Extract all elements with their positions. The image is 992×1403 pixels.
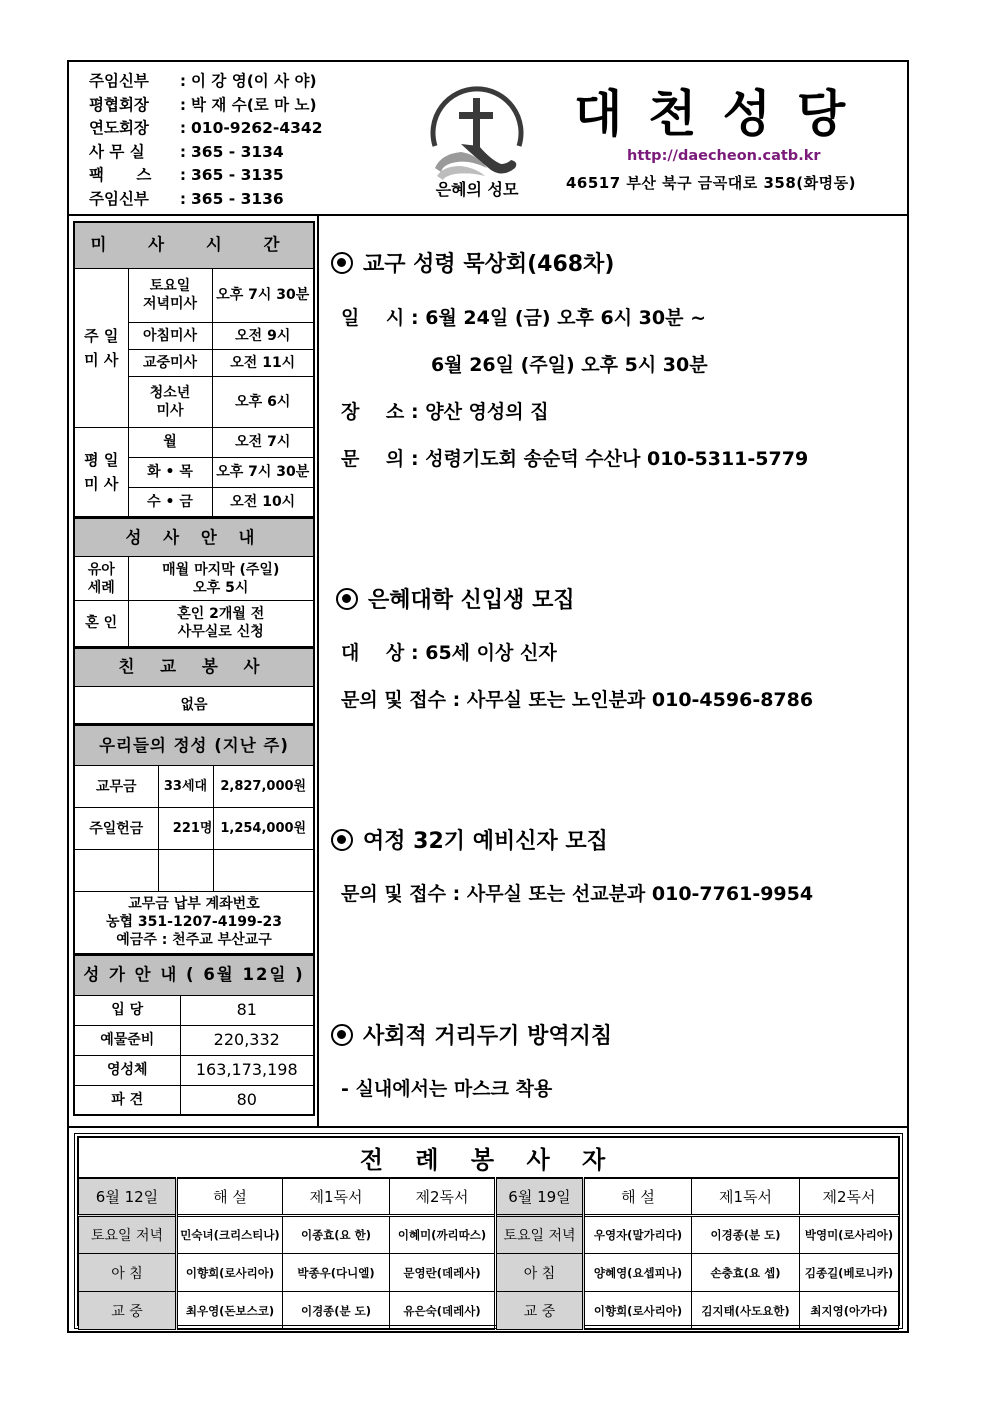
line-label: 문의 및 접수: [341, 689, 446, 711]
server-name: 최우영(돈보스코): [177, 1292, 283, 1330]
mass-label: 교 중: [496, 1292, 584, 1330]
group-label-line: 미 사: [84, 350, 119, 369]
notice-line: [341, 444, 808, 471]
account-line: 농협 351-1207-4199-23: [106, 914, 282, 931]
account-line: 예금주 : 천주교 부산교구: [116, 932, 272, 949]
server-name: 민숙녀(크리스티나): [177, 1216, 283, 1254]
mass-times-table: [73, 221, 315, 518]
offering-count: [158, 850, 213, 892]
contact-list: [89, 70, 323, 211]
sacrament-label: 혼 인: [74, 601, 128, 647]
hymn-table: [73, 955, 315, 1117]
week-date: 6월 19일: [496, 1178, 584, 1216]
bulletin-page: [67, 60, 909, 1333]
line-text: 양산 영성의 집: [425, 401, 549, 423]
notice-line: [341, 638, 557, 665]
notice-line: [341, 685, 813, 712]
bullet-icon: [331, 1024, 353, 1046]
mass-label: 토요일 저녁: [496, 1216, 584, 1254]
mass-name-line: 미사: [156, 402, 184, 419]
server-name: 양혜영(요셉피나): [584, 1254, 692, 1292]
hymn-label: 영성체: [74, 1055, 180, 1085]
line-text: 65세 이상 신자: [425, 642, 557, 664]
mass-name-line: 저녁미사: [142, 296, 198, 312]
notice-title-text: 사회적 거리두기 방역지침: [363, 1024, 613, 1049]
notice-title-text: 여정 32기 예비신자 모집: [363, 829, 608, 854]
line-label: 문의 및 접수: [341, 883, 446, 905]
contact-label: 평협회장: [89, 95, 149, 114]
fellowship-value: 없음: [74, 686, 314, 724]
line-separator: :: [411, 448, 419, 470]
offering-count: 33세대: [158, 766, 213, 808]
contact-value: 이 강 영(이 사 야): [191, 72, 317, 90]
sacraments-table: [73, 518, 315, 648]
label-line: 유아: [87, 561, 115, 578]
bullet-icon: [331, 829, 353, 851]
server-name: 최지영(아가다): [800, 1292, 899, 1330]
notice-title-text: 교구 성령 묵상회(468차): [363, 252, 615, 277]
line-separator: :: [411, 401, 419, 423]
server-name: 김지태(사도요한): [692, 1292, 800, 1330]
sidebar: [73, 221, 315, 1116]
line-separator: :: [411, 307, 419, 329]
offering-amount: 2,827,000원: [213, 766, 314, 808]
column-header: 해 설: [177, 1178, 283, 1216]
value-line: 매월 마지막 (주일): [162, 561, 280, 578]
server-name: 박종우(다니엘): [283, 1254, 390, 1292]
line-text: 6월 26일 (주일) 오후 5시 30분: [431, 354, 708, 376]
hymn-number: 220,332: [180, 1025, 314, 1055]
server-name: 박영미(로사리아): [800, 1216, 899, 1254]
column-header: 제1독서: [692, 1178, 800, 1216]
hymn-number: 81: [180, 995, 314, 1025]
server-name: 이향희(로사리아): [177, 1254, 283, 1292]
offering-label: [74, 850, 158, 892]
mass-name-line: 청소년: [149, 384, 191, 401]
church-address: 46517 부산 북구 금곡대로 358(화명동): [566, 174, 856, 192]
mass-time: 오후 6시: [212, 376, 314, 427]
mass-label: 아 침: [79, 1254, 177, 1292]
hymn-number: 80: [180, 1085, 314, 1115]
mass-time: 오전 11시: [212, 349, 314, 376]
sacraments-title: 성 사 안 내: [74, 519, 314, 557]
contact-row: [89, 164, 323, 188]
week-date: 6월 12일: [79, 1178, 177, 1216]
server-name: 이경종(분 도): [692, 1216, 800, 1254]
account-line: 교무금 납부 계좌번호: [128, 896, 260, 913]
mass-name: [128, 268, 212, 322]
mass-name-line: 토요일: [149, 278, 191, 294]
mass-label: 교 중: [79, 1292, 177, 1330]
notice-line: [341, 879, 813, 906]
notice-line: [341, 1074, 552, 1101]
value-line: 혼인 2개월 전: [177, 606, 265, 623]
contact-row: [89, 188, 323, 212]
line-text: 사무실 또는 노인분과 010-4596-8786: [466, 689, 814, 711]
contact-value: 박 재 수(로 마 노): [191, 95, 317, 114]
contact-row: [89, 70, 323, 94]
offering-label: 교무금: [74, 766, 158, 808]
mass-name: 수 • 금: [128, 487, 212, 517]
contact-separator: :: [179, 72, 187, 90]
line-label: 문 의: [341, 448, 405, 470]
contact-label: 연도회장: [89, 119, 149, 137]
mass-label: 아 침: [496, 1254, 584, 1292]
contact-separator: :: [179, 95, 187, 114]
hymn-label: 파 견: [74, 1085, 180, 1115]
notice-title: [331, 1019, 612, 1050]
column-header: 제2독서: [390, 1178, 496, 1216]
notice-line: [341, 303, 706, 330]
line-text: 사무실 또는 선교분과 010-7761-9954: [466, 883, 814, 905]
line-separator: :: [452, 689, 461, 711]
liturgy-servers-table: [78, 1137, 899, 1330]
contact-label: 주임신부: [89, 189, 149, 208]
mass-name: 교중미사: [128, 349, 212, 376]
notice-title: [331, 824, 608, 855]
server-name: 김종길(베로니카): [800, 1254, 899, 1292]
mass-name: [128, 376, 212, 427]
notice-line: [431, 350, 708, 377]
line-separator: :: [411, 642, 419, 664]
logo-caption: 은혜의 성모: [435, 180, 519, 199]
bullet-icon: [331, 252, 353, 274]
line-text: 6월 24일 (금) 오후 6시 30분 ~: [425, 307, 707, 329]
contact-value: 365 - 3134: [191, 142, 284, 161]
mass-name: 아침미사: [128, 322, 212, 349]
server-name: 이향희(로사리아): [584, 1292, 692, 1330]
hymn-label: 예물준비: [74, 1025, 180, 1055]
line-text: 성령기도회 송순덕 수산나 010-5311-5779: [425, 448, 809, 470]
offering-table: [73, 725, 315, 955]
contact-value: 365 - 3136: [191, 189, 284, 208]
line-text: - 실내에서는 마스크 착용: [341, 1078, 553, 1100]
bulletin-header: [69, 62, 907, 216]
server-name: 문영란(데레사): [390, 1254, 496, 1292]
line-separator: :: [452, 883, 461, 905]
line-label: 장 소: [341, 401, 405, 423]
bullet-icon: [336, 588, 358, 610]
value-line: 사무실로 신청: [177, 624, 264, 641]
mass-label: 토요일 저녁: [79, 1216, 177, 1254]
server-name: 우영자(말가리다): [584, 1216, 692, 1254]
church-name: 대천성당: [574, 85, 872, 143]
notice-title: [331, 247, 614, 278]
label-line: 세례: [87, 579, 115, 596]
column-header: 제1독서: [283, 1178, 390, 1216]
value-line: 오후 5시: [193, 579, 249, 596]
group-label-line: 미 사: [84, 474, 119, 493]
contact-label: 주임신부: [89, 72, 149, 90]
group-label-line: 주 일: [84, 326, 119, 345]
contact-separator: :: [179, 189, 187, 208]
contact-label: 팩 스: [89, 166, 152, 184]
contact-value: 365 - 3135: [191, 166, 284, 184]
mass-name: 화 • 목: [128, 457, 212, 487]
offering-label: 주일헌금: [74, 808, 158, 850]
group-label-line: 평 일: [84, 450, 119, 469]
notice-title-text: 은혜대학 신입생 모집: [368, 588, 575, 613]
column-header: 제2독서: [800, 1178, 899, 1216]
liturgy-title: 전 례 봉 사 자: [79, 1138, 899, 1178]
sacrament-label: [74, 557, 128, 601]
mass-name: 월: [128, 427, 212, 457]
contact-row: [89, 141, 323, 165]
liturgy-servers-box: [74, 1133, 903, 1329]
hymn-number: 163,173,198: [180, 1055, 314, 1085]
offering-count: 221명: [158, 808, 213, 850]
hymn-title: 성 가 안 내 ( 6월 12일 ): [74, 955, 314, 995]
server-name: 이종효(요 한): [283, 1216, 390, 1254]
server-name: 이경종(분 도): [283, 1292, 390, 1330]
sacrament-value: [128, 601, 314, 647]
server-name: 이혜미(까리따스): [390, 1216, 496, 1254]
middle-section: [69, 216, 907, 1128]
contact-row: [89, 94, 323, 118]
website-link[interactable]: http://daecheon.catb.kr: [627, 148, 821, 164]
hymn-label: 입 당: [74, 995, 180, 1025]
notice-title: [336, 583, 575, 614]
server-name: 유은숙(데레사): [390, 1292, 496, 1330]
contact-separator: :: [179, 142, 187, 161]
column-header: 해 설: [584, 1178, 692, 1216]
contact-separator: :: [179, 166, 187, 184]
column-divider: [317, 216, 319, 1128]
contact-label: 사 무 실: [89, 142, 145, 161]
weekday-mass-group: [74, 427, 128, 517]
account-info: [74, 892, 314, 954]
contact-row: [89, 117, 323, 141]
mass-time: 오후 7시 30분: [212, 268, 314, 322]
contact-separator: :: [179, 119, 187, 137]
line-label: 일 시: [341, 307, 405, 329]
mass-time: 오전 9시: [212, 322, 314, 349]
offering-amount: 1,254,000원: [213, 808, 314, 850]
offering-title: 우리들의 정성 (지난 주): [74, 726, 314, 766]
mass-time: 오전 10시: [212, 487, 314, 517]
sacrament-value: [128, 557, 314, 601]
line-label: 대 상: [341, 642, 405, 664]
mass-times-title: 미 사 시 간: [74, 222, 314, 268]
offering-amount: [213, 850, 314, 892]
sunday-mass-group: [74, 268, 128, 427]
contact-value: 010-9262-4342: [191, 119, 323, 137]
mass-time: 오후 7시 30분: [212, 457, 314, 487]
fellowship-title: 친 교 봉 사: [74, 648, 314, 686]
mass-time: 오전 7시: [212, 427, 314, 457]
notice-line: [341, 397, 549, 424]
fellowship-table: [73, 648, 315, 726]
server-name: 손충효(요 셉): [692, 1254, 800, 1292]
